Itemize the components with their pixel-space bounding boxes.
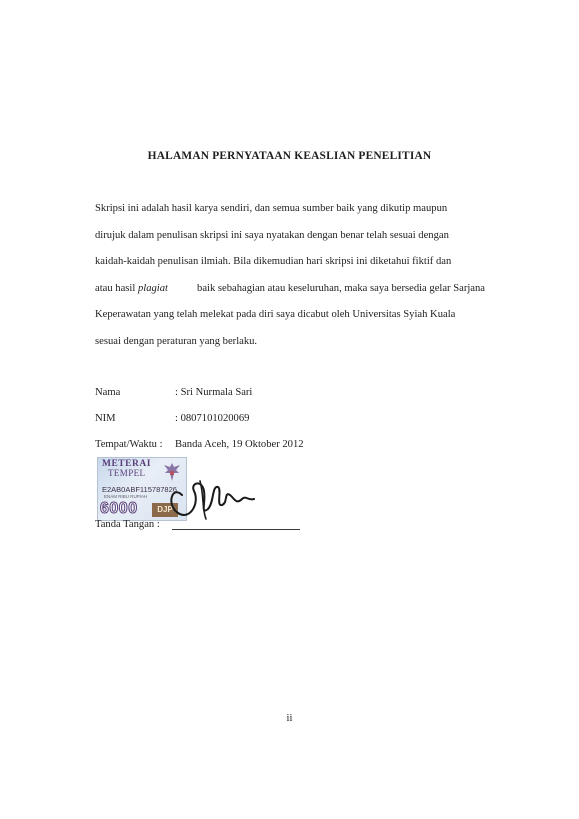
nim-label: NIM [95,413,116,424]
stamp-title: METERAI [102,459,151,469]
tanda-tangan-label: Tanda Tangan : [95,519,160,530]
handwritten-signature [160,465,260,525]
tempat-waktu-value: Banda Aceh, 19 Oktober 2012 [175,439,304,450]
paragraph-line-2 [95,223,485,250]
stamp-serial-code: E2AB0ABF115787826 [102,485,177,494]
tempat-waktu-field [95,439,304,450]
nama-value: : Sri Nurmala Sari [175,387,253,398]
signature-line [172,528,300,530]
paragraph-line-5-text: Keperawatan yang telah melekat pada diri saya dicabut oleh Universitas Syiah Kuala [95,309,456,320]
paragraph-line-6-text: sesuai dengan peraturan yang berlaku. [95,335,258,347]
paragraph-line-6 [95,329,485,356]
statement-paragraph [95,196,485,355]
stamp-small-text: ENAM RIBU RUPIAH [104,494,148,499]
nim-value: : 0807101020069 [175,413,250,424]
paragraph-line-4-before: atau hasil [95,282,136,294]
stamp-badge: DJP [152,503,178,517]
page-title: HALAMAN PERNYATAAN KEASLIAN PENELITIAN [147,150,432,162]
paragraph-line-4-after: baik sebahagian atau keseluruhan, maka saya bersedia gelar Sarjana [197,282,485,294]
paragraph-line-3-text: kaidah-kaidah penulisan ilmiah. Bila dikemudian hari skripsi ini diketahui fiktif dan [95,256,452,267]
nim-field [95,413,250,424]
plagiat-italic: plagiat [137,282,168,294]
paragraph-line-4-start [95,276,168,303]
nama-label: Nama [95,387,121,398]
tanda-tangan-field [95,519,160,530]
paragraph-line-1-text: Skripsi ini adalah hasil karya sendiri, dan semua sumber baik yang dikutip maupun [95,203,448,214]
nama-field [95,387,253,398]
page-number: ii [286,713,293,724]
paragraph-line-2-text: dirujuk dalam penulisan skripsi ini saya nyatakan dengan benar telah sesuai dengan [95,229,449,241]
tempat-waktu-label: Tempat/Waktu : [95,439,163,450]
paragraph-line-3 [95,249,485,276]
stamp-value: 6000 [100,500,138,517]
paragraph-line-1 [95,196,485,223]
stamp-subtitle: TEMPEL [108,468,146,478]
paragraph-line-4 [95,276,485,303]
paragraph-line-5 [95,302,485,329]
